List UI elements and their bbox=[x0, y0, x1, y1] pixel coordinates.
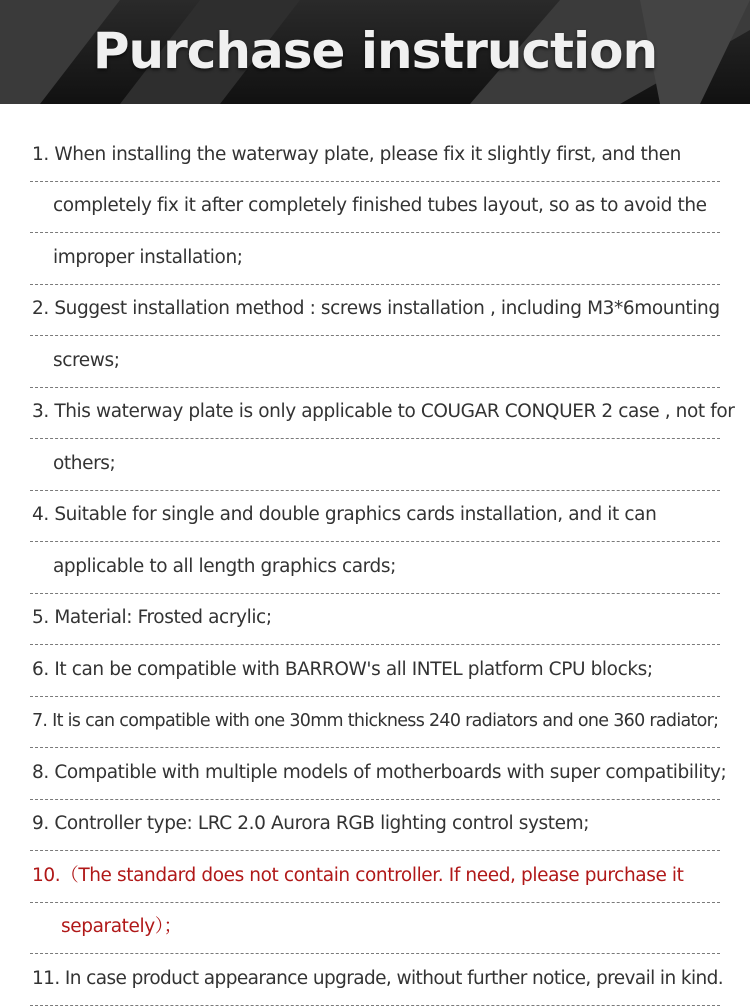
instruction-line: 11. In case product appearance upgrade, without further notice, prevail in kind. bbox=[30, 954, 720, 1006]
notice-line: 10.（The standard does not contain controller. If need, please purchase it bbox=[30, 851, 720, 903]
page-title: Purchase instruction bbox=[92, 22, 658, 80]
instruction-line: screws; bbox=[30, 336, 720, 388]
notice-line: separately）； bbox=[30, 902, 720, 954]
instruction-line: 5. Material: Frosted acrylic; bbox=[30, 593, 720, 645]
instruction-line: 4. Suitable for single and double graphics cards installation, and it can bbox=[30, 490, 720, 542]
instruction-line: others; bbox=[30, 439, 720, 491]
instruction-line: applicable to all length graphics cards; bbox=[30, 542, 720, 594]
instruction-line: 2. Suggest installation method : screws installation , including M3*6mounting bbox=[30, 284, 720, 336]
instruction-line: completely fix it after completely finished tubes layout, so as to avoid the bbox=[30, 181, 720, 233]
instruction-line: 8. Compatible with multiple models of motherboards with super compatibility; bbox=[30, 748, 720, 800]
instruction-line: 6. It can be compatible with BARROW's all INTEL platform CPU blocks; bbox=[30, 645, 720, 697]
instruction-line: 3. This waterway plate is only applicable to COUGAR CONQUER 2 case , not for bbox=[30, 387, 720, 439]
instruction-line: improper installation; bbox=[30, 233, 720, 285]
instruction-line: 7. It is can compatible with one 30mm thickness 240 radiators and one 360 radiator; bbox=[30, 696, 720, 748]
header-banner bbox=[0, 0, 750, 104]
instruction-line: 1. When installing the waterway plate, please fix it slightly first, and then bbox=[30, 130, 720, 182]
instruction-line: 9. Controller type: LRC 2.0 Aurora RGB lighting control system; bbox=[30, 799, 720, 851]
